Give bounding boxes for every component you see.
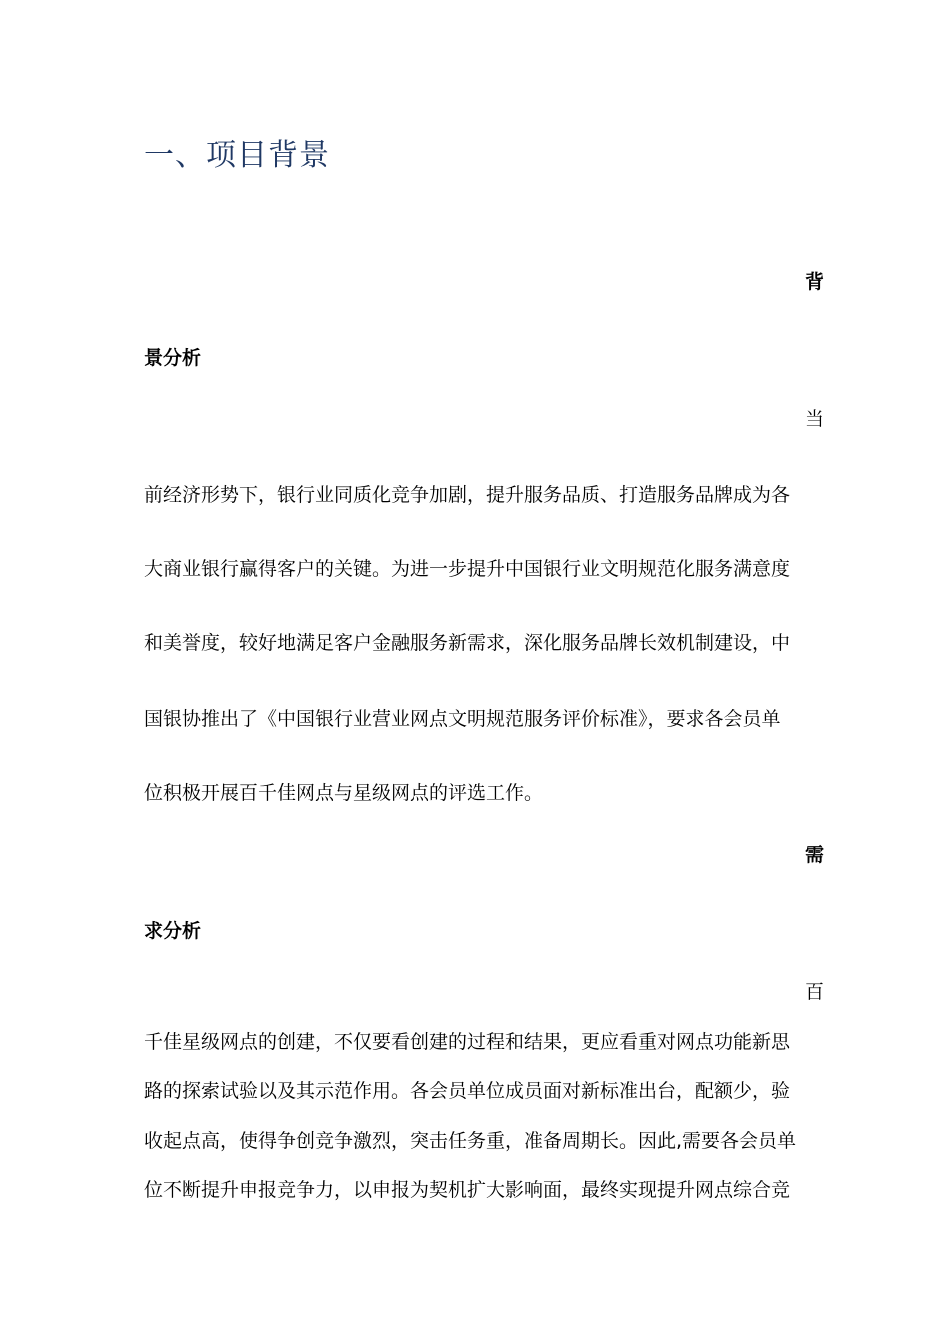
section2-line-2: 路的探索试验以及其示范作用。各会员单位成员面对新标准出台，配额少，验 xyxy=(144,1080,791,1102)
section2-heading-part2: 求分析 xyxy=(144,920,202,942)
section1-lead-char: 当 xyxy=(804,408,824,430)
section2-lead-char: 百 xyxy=(804,981,824,1003)
section1-line-3: 和美誉度，较好地满足客户金融服务新需求，深化服务品牌长效机制建设，中 xyxy=(144,632,791,654)
page-title: 一、项目背景 xyxy=(144,138,330,173)
section1-heading-part2: 景分析 xyxy=(144,347,202,369)
section1-heading-part1: 背 xyxy=(804,271,824,293)
section1-line-1: 前经济形势下，银行业同质化竞争加剧，提升服务品质、打造服务品牌成为各 xyxy=(144,484,791,506)
section2-line-3: 收起点高，使得争创竞争激烈，突击任务重，准备周期长。因此,需要各会员单 xyxy=(144,1130,797,1152)
section1-line-5: 位积极开展百千佳网点与星级网点的评选工作。 xyxy=(144,782,544,804)
section1-line-4: 国银协推出了《中国银行业营业网点文明规范服务评价标准》，要求各会员单 xyxy=(144,708,781,730)
section1-line-2: 大商业银行赢得客户的关键。为进一步提升中国银行业文明规范化服务满意度 xyxy=(144,558,791,580)
section2-line-1: 千佳星级网点的创建，不仅要看创建的过程和结果，更应看重对网点功能新思 xyxy=(144,1031,791,1053)
section2-line-4: 位不断提升申报竞争力，以申报为契机扩大影响面，最终实现提升网点综合竞 xyxy=(144,1179,791,1201)
section2-heading-part1: 需 xyxy=(804,844,824,866)
